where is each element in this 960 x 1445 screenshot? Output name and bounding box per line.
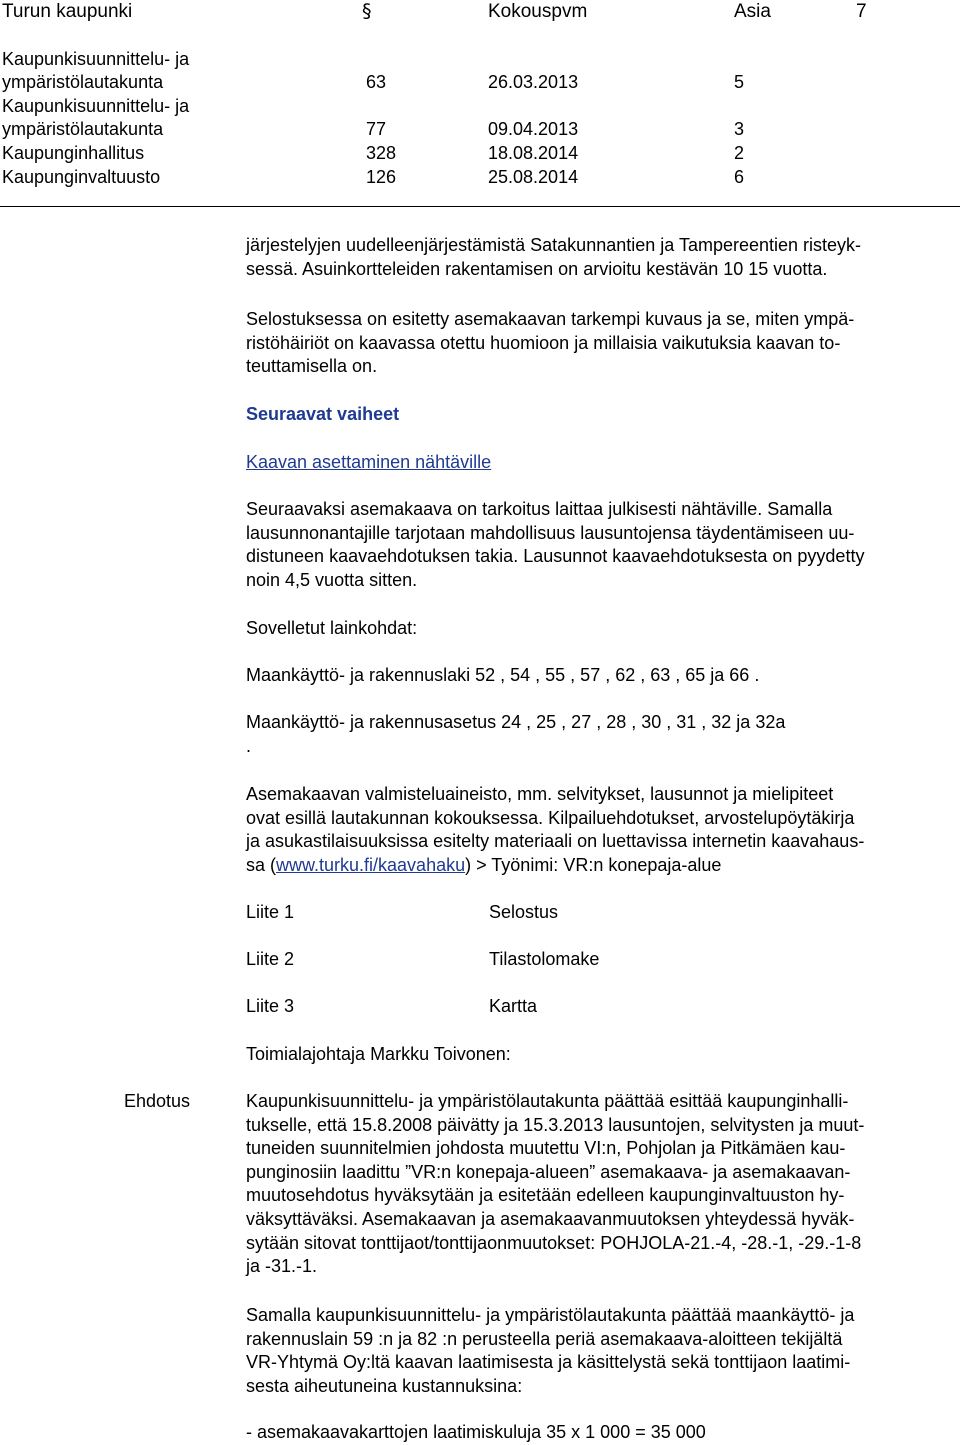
text-line: lausunnonantajille tarjotaan mahdollisuus lausuntojensa täydentämiseen uu- [246, 522, 855, 543]
text-line: sesta aiheutuneina kustannuksina: [246, 1375, 523, 1396]
proposal-label: Ehdotus [124, 1091, 191, 1111]
meeting-body: ympäristölautakunta [2, 119, 164, 139]
text-line: tukselle, että 15.8.2008 päivätty ja 15.3.2013 lausuntojen, selvitysten ja muut- [246, 1114, 865, 1135]
law-reference: . [246, 736, 252, 756]
section-symbol: § [362, 0, 372, 22]
text-line: ovat esillä lautakunnan kokouksessa. Kilpailuehdotukset, arvostelupöytäkirja [246, 807, 855, 828]
text-line: VR-Yhtymä Oy:ltä kaavan laatimisesta ja käsittelystä sekä tonttijaon laatimi- [246, 1352, 851, 1373]
text-line: sytään sitovat tonttijaot/tonttijaonmuutokset: POHJOLA-21.-4, -28.-1, -29.-1-8 [246, 1232, 862, 1253]
meeting-date: 18.08.2014 [488, 143, 579, 163]
meeting-date: 26.03.2013 [488, 72, 579, 92]
text-line: ja asukastilaisuuksissa esitelty materiaali on luettavissa internetin kaavahaus- [246, 831, 865, 852]
page-number: 7 [856, 1, 867, 22]
meeting-item: 3 [734, 119, 745, 139]
paragraph-next-steps [246, 498, 956, 592]
meeting-number: 63 [366, 72, 387, 92]
text-fragment: ) > Työnimi: VR:n konepaja-alue [465, 854, 722, 875]
text-line: väksyttäväksi. Asemakaavan ja asemakaavanmuutoksen yhteydessä hyväk- [246, 1208, 855, 1229]
paragraph-description [246, 308, 956, 379]
text-line: tuneiden suunnitelmien johdosta muutettu VI:n, Pohjolan ja Pitkämäen kau- [246, 1138, 846, 1159]
attachment-label: Liite 1 [246, 902, 295, 922]
attachment-title: Selostus [489, 902, 559, 922]
section-heading: Seuraavat vaiheet [246, 404, 400, 424]
text-line: Samalla kaupunkisuunnittelu- ja ympäristölautakunta päättää maankäyttö- ja [246, 1305, 855, 1325]
meeting-item: 6 [734, 167, 745, 187]
kaavahaku-link[interactable]: www.turku.fi/kaavahaku [276, 854, 466, 875]
paragraph-intro [246, 234, 956, 281]
section-subheading: Kaavan asettaminen nähtäville [246, 452, 492, 472]
text-line: distuneen kaavaehdotuksen takia. Lausunnot kaavaehdotuksesta on pyydetty [246, 546, 865, 567]
law-reference: Maankäyttö- ja rakennuslaki 52 , 54 , 55 , 57 , 62 , 63 , 65 ja 66 . [246, 665, 760, 685]
text-line: muutosehdotus hyväksytään ja esitetään edelleen kaupunginvaltuuston hy- [246, 1185, 845, 1206]
applied-laws-label: Sovelletut lainkohdat: [246, 618, 418, 638]
text-line: ristöhäiriöt on kaavassa otettu huomioon ja millaisia vaikutuksia kaavan to- [246, 332, 841, 353]
attachment-title: Tilastolomake [489, 949, 600, 969]
attachment-label: Liite 3 [246, 996, 295, 1016]
text-line: rakennuslain 59 :n ja 82 :n perusteella periä asemakaava-aloitteen tekijältä [246, 1328, 843, 1349]
paragraph-materials [246, 783, 956, 877]
text-line [246, 854, 956, 878]
attachment-label: Liite 2 [246, 949, 295, 969]
text-line: noin 4,5 vuotta sitten. [246, 569, 418, 590]
meeting-item: 5 [734, 72, 745, 92]
meeting-date-label: Kokouspvm [488, 1, 588, 22]
meeting-body: Kaupunkisuunnittelu- ja [2, 49, 190, 69]
meeting-number: 126 [366, 167, 397, 187]
meeting-body: Kaupunkisuunnittelu- ja [2, 96, 190, 116]
text-line: ja -31.-1. [246, 1256, 318, 1277]
meeting-body: ympäristölautakunta [2, 72, 164, 92]
meeting-date: 25.08.2014 [488, 167, 579, 187]
text-line: sessä. Asuinkortteleiden rakentamisen on arvioitu kestävän 10 15 vuotta. [246, 258, 828, 279]
meeting-number: 77 [366, 119, 387, 139]
law-reference: Maankäyttö- ja rakennusasetus 24 , 25 , 27 , 28 , 30 , 31 , 32 ja 32a [246, 712, 786, 732]
text-line: Selostuksessa on esitetty asemakaavan tarkempi kuvaus ja se, miten ympä- [246, 309, 855, 329]
text-line: Asemakaavan valmisteluaineisto, mm. selvitykset, lausunnot ja mielipiteet [246, 784, 834, 804]
meeting-body: Kaupunginhallitus [2, 143, 145, 163]
meeting-body: Kaupunginvaltuusto [2, 167, 161, 187]
paragraph-costs [246, 1304, 956, 1398]
presenter-line: Toimialajohtaja Markku Toivonen: [246, 1044, 511, 1064]
meeting-date: 09.04.2013 [488, 119, 579, 139]
text-fragment: sa ( [246, 854, 277, 875]
paragraph-proposal [246, 1090, 956, 1279]
text-line: Kaupunkisuunnittelu- ja ympäristölautakunta päättää esittää kaupunginhalli- [246, 1091, 849, 1111]
org-name: Turun kaupunki [2, 1, 133, 22]
text-line: teuttamisella on. [246, 356, 378, 377]
header-divider [0, 206, 960, 207]
cost-item: - asemakaavakarttojen laatimiskuluja 35 x 1 000 = 35 000 [246, 1422, 706, 1442]
meeting-number: 328 [366, 143, 397, 163]
text-line: punginosiin laadittu ”VR:n konepaja-alueen” asemakaava- ja asemakaavan- [246, 1161, 851, 1182]
text-line: järjestelyjen uudelleenjärjestämistä Satakunnantien ja Tampereentien risteyk- [246, 235, 862, 255]
attachment-title: Kartta [489, 996, 538, 1016]
text-line: Seuraavaksi asemakaava on tarkoitus laittaa julkisesti nähtäville. Samalla [246, 499, 833, 519]
meeting-item: 2 [734, 143, 745, 163]
item-label: Asia [734, 1, 771, 22]
